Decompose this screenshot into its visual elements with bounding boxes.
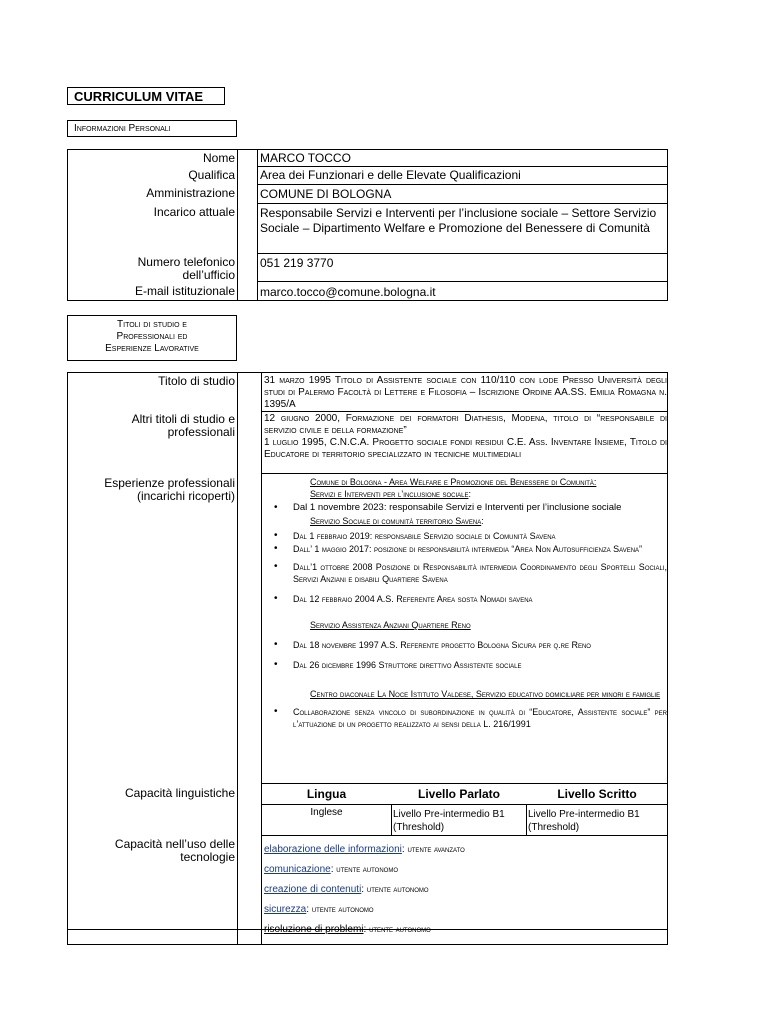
lang-col-scritto: Livello Scritto	[557, 787, 637, 801]
label-tecnologie: Capacità nell’uso delle tecnologie	[114, 837, 235, 864]
section-titles-line3: Esperienze Lavorative	[105, 343, 199, 354]
cv-title: CURRICULUM VITAE	[67, 87, 225, 105]
experience-heading-comune: Comune di Bologna - Area Welfare e Promozione del Benessere di Comunità:	[310, 477, 597, 487]
tech-skill-link[interactable]: comunicazione	[264, 864, 331, 875]
label-altri-titoli: Altri titoli di studio e professionali	[131, 412, 235, 439]
value-amministrazione: COMUNE DI BOLOGNA	[260, 187, 392, 201]
value-titolo-studio: 31 marzo 1995 Titolo di Assistente sociale con 110/110 con lode Presso Università degli studi di Palermo Facoltà di Lettere e Filosofia – Iscrizione Ordine AA.SS. Emilia Romagna n. 1395/A	[264, 375, 667, 410]
tech-level: utente avanzato	[407, 844, 465, 854]
experience-heading-inclusione: Servizi e Interventi per l’inclusione sociale	[310, 489, 469, 499]
experience-item: • Dall’1 ottobre 2008 Posizione di Responsabilità intermedia Coordinamento degli Sportelli Sociali, Servizi Anziani e disabili Quartiere Savena	[264, 561, 667, 585]
experience-item: • Dal 18 novembre 1997 A.S. Referente progetto Bologna Sicura per q.re Reno	[264, 639, 667, 651]
experience-item: • Dall’ 1 maggio 2017: posizione di responsabilità intermedia “Area Non Autosufficienza Savena”	[264, 543, 667, 555]
label-telefono: Numero telefonico dell’ufficio	[137, 255, 235, 282]
experience-list-2	[264, 530, 667, 605]
value-qualifica: Area dei Funzionari e delle Elevate Qualificazioni	[260, 168, 521, 182]
lang-col-lingua: Lingua	[306, 787, 347, 801]
experience-heading-diaconale: Centro diaconale La Noce Istituto Valdese, Servizio educativo domiciliare per minori e famiglie	[310, 689, 661, 699]
experience-heading-inclusione-colon: :	[468, 489, 472, 499]
lang-spoken: Livello Pre-intermedio B1 (Threshold)	[393, 809, 505, 833]
tech-level: utente autonomo	[311, 904, 374, 914]
tech-item: risoluzione di problemi: utente autonomo	[264, 924, 431, 935]
experience-heading-savena-row	[264, 515, 667, 527]
tech-skill-link[interactable]: elaborazione delle informazioni	[264, 844, 402, 855]
value-altri-titoli-1: 12 giugno 2000, Formazione dei formatori Diathesis, Modena, titolo di “responsabile di servizio civile e della formazione”	[264, 413, 667, 436]
value-nome: MARCO TOCCO	[260, 151, 351, 165]
experience-list-1	[264, 502, 667, 514]
label-qualifica: Qualifica	[188, 168, 235, 182]
experience-heading-inclusione-row	[264, 488, 667, 500]
tech-item: elaborazione delle informazioni: utente avanzato	[264, 844, 465, 855]
experience-heading-reno: Servizio Assistenza Anziani Quartiere Reno	[310, 620, 471, 630]
label-titolo-studio: Titolo di studio	[158, 374, 235, 388]
experience-content	[264, 476, 667, 730]
value-telefono: 051 219 3770	[260, 256, 334, 270]
lang-written: Livello Pre-intermedio B1 (Threshold)	[528, 809, 640, 833]
label-email: E-mail istituzionale	[134, 284, 235, 298]
label-amministrazione: Amministrazione	[146, 186, 235, 200]
tech-level: utente autonomo	[366, 884, 429, 894]
tech-skill-link[interactable]: sicurezza	[264, 904, 307, 915]
section-titles-experience	[67, 315, 237, 361]
tech-skill-link[interactable]: risoluzione di problemi	[264, 924, 364, 935]
label-incarico: Incarico attuale	[153, 205, 235, 219]
tech-list	[264, 839, 667, 939]
experience-heading-savena: Servizio Sociale di comunità territorio Savena	[310, 516, 482, 526]
lang-name: Inglese	[310, 807, 343, 818]
section-titles-line1: Titoli di studio e	[117, 319, 187, 330]
label-nome: Nome	[202, 151, 235, 165]
tech-level: utente autonomo	[336, 864, 399, 874]
tech-item: creazione di contenuti: utente autonomo	[264, 884, 429, 895]
lang-col-parlato: Livello Parlato	[417, 787, 501, 801]
experience-item: • Dal 12 febbraio 2004 A.S. Referente Area sosta Nomadi savena	[264, 593, 667, 605]
tech-skill-link[interactable]: creazione di contenuti	[264, 884, 362, 895]
experience-item: • Dal 1 febbraio 2019: responsabile Servizio sociale di Comunità Savena	[264, 530, 667, 542]
experience-item: • Dal 1 novembre 2023: responsabile Servizi e Interventi per l’inclusione sociale	[264, 502, 667, 514]
experience-list-4	[264, 706, 667, 730]
tech-item: comunicazione: utente autonomo	[264, 864, 399, 875]
value-incarico: Responsabile Servizi e Interventi per l’inclusione sociale – Settore Servizio Sociale – Dipartimento Welfare e Promozione del Benessere di Comunità	[260, 206, 657, 235]
tech-item: sicurezza: utente autonomo	[264, 904, 374, 915]
value-email[interactable]: marco.tocco@comune.bologna.it	[260, 285, 436, 299]
section-titles-line2: Professionali ed	[116, 331, 188, 342]
experience-list-3	[264, 639, 667, 671]
value-altri-titoli-2: 1 luglio 1995, C.N.C.A. Progetto sociale fondi residui C.E. Ass. Inventare Insieme, Titolo di Educatore di territorio specializzato in tecniche multimediali	[264, 437, 667, 460]
section-personal-info: Informazioni Personali	[67, 120, 237, 137]
label-lingue: Capacità linguistiche	[124, 786, 235, 800]
experience-heading-savena-colon: :	[481, 516, 484, 526]
experience-item: • Dal 26 dicembre 1996 Struttore direttivo Assistente sociale	[264, 659, 667, 671]
label-esperienze: Esperienze professionali (incarichi ricoperti)	[104, 476, 235, 503]
tech-level: utente autonomo	[369, 924, 431, 934]
experience-item: • Collaborazione senza vincolo di subordinazione in qualità di “Educatore, Assistente sociale” per l’attuazione di un progetto realizzato ai sensi della L. 216/1991	[264, 706, 667, 730]
